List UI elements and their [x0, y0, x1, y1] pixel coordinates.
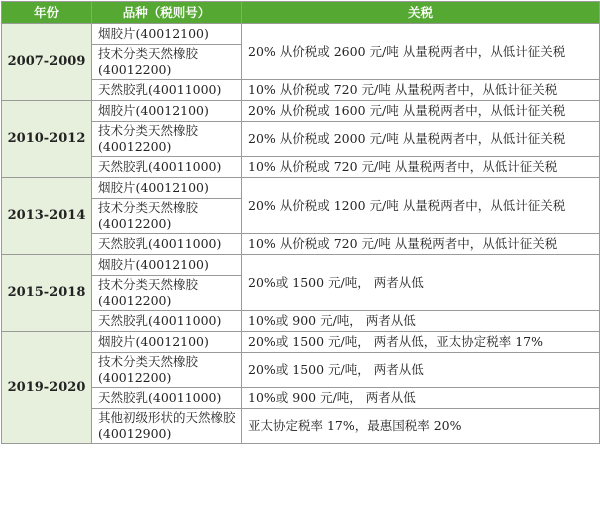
table-row [2, 353, 600, 388]
header-row [2, 2, 600, 24]
table-row [2, 178, 600, 199]
year-cell: 2015-2018 [2, 255, 92, 332]
year-cell: 2010-2012 [2, 101, 92, 178]
variety-cell: 技术分类天然橡胶(40012200) [92, 353, 242, 388]
table-row [2, 388, 600, 409]
tariff-cell: 20% 从价税或 2000 元/吨 从量税两者中，从低计征关税 [242, 122, 600, 157]
header-tariff: 关税 [242, 2, 600, 24]
header-variety: 品种（税则号） [92, 2, 242, 24]
table-row [2, 24, 600, 45]
tariff-cell: 10% 从价税或 720 元/吨 从量税两者中，从低计征关税 [242, 80, 600, 101]
variety-cell: 技术分类天然橡胶(40012200) [92, 199, 242, 234]
table-row [2, 157, 600, 178]
variety-cell: 烟胶片(40012100) [92, 332, 242, 353]
tariff-cell: 亚太协定税率 17%，最惠国税率 20% [242, 409, 600, 444]
variety-cell: 天然胶乳(40011000) [92, 311, 242, 332]
tariff-cell: 10% 从价税或 720 元/吨 从量税两者中，从低计征关税 [242, 234, 600, 255]
table-row [2, 332, 600, 353]
tariff-cell: 20% 从价税或 2600 元/吨 从量税两者中，从低计征关税 [242, 24, 600, 80]
tariff-cell: 20%或 1500 元/吨， 两者从低 [242, 353, 600, 388]
variety-cell: 技术分类天然橡胶(40012200) [92, 122, 242, 157]
variety-cell: 天然胶乳(40011000) [92, 157, 242, 178]
tariff-cell: 20% 从价税或 1200 元/吨 从量税两者中，从低计征关税 [242, 178, 600, 234]
tariff-table [1, 1, 600, 444]
table-row [2, 122, 600, 157]
variety-cell: 天然胶乳(40011000) [92, 234, 242, 255]
tariff-cell: 10%或 900 元/吨， 两者从低 [242, 311, 600, 332]
tariff-cell: 10% 从价税或 720 元/吨 从量税两者中，从低计征关税 [242, 157, 600, 178]
table-row [2, 255, 600, 276]
variety-cell: 天然胶乳(40011000) [92, 80, 242, 101]
variety-cell: 其他初级形状的天然橡胶(40012900) [92, 409, 242, 444]
variety-cell: 天然胶乳(40011000) [92, 388, 242, 409]
variety-cell: 烟胶片(40012100) [92, 24, 242, 45]
variety-cell: 烟胶片(40012100) [92, 178, 242, 199]
tariff-cell: 20%或 1500 元/吨， 两者从低，亚太协定税率 17% [242, 332, 600, 353]
table-row [2, 311, 600, 332]
variety-cell: 烟胶片(40012100) [92, 255, 242, 276]
table-row [2, 80, 600, 101]
variety-cell: 烟胶片(40012100) [92, 101, 242, 122]
year-cell: 2007-2009 [2, 24, 92, 101]
table-row [2, 409, 600, 444]
variety-cell: 技术分类天然橡胶(40012200) [92, 45, 242, 80]
year-cell: 2019-2020 [2, 332, 92, 444]
tariff-cell: 20% 从价税或 1600 元/吨 从量税两者中，从低计征关税 [242, 101, 600, 122]
table-row [2, 234, 600, 255]
tariff-cell: 20%或 1500 元/吨， 两者从低 [242, 255, 600, 311]
variety-cell: 技术分类天然橡胶(40012200) [92, 276, 242, 311]
table-row [2, 101, 600, 122]
tariff-cell: 10%或 900 元/吨， 两者从低 [242, 388, 600, 409]
year-cell: 2013-2014 [2, 178, 92, 255]
header-year: 年份 [2, 2, 92, 24]
